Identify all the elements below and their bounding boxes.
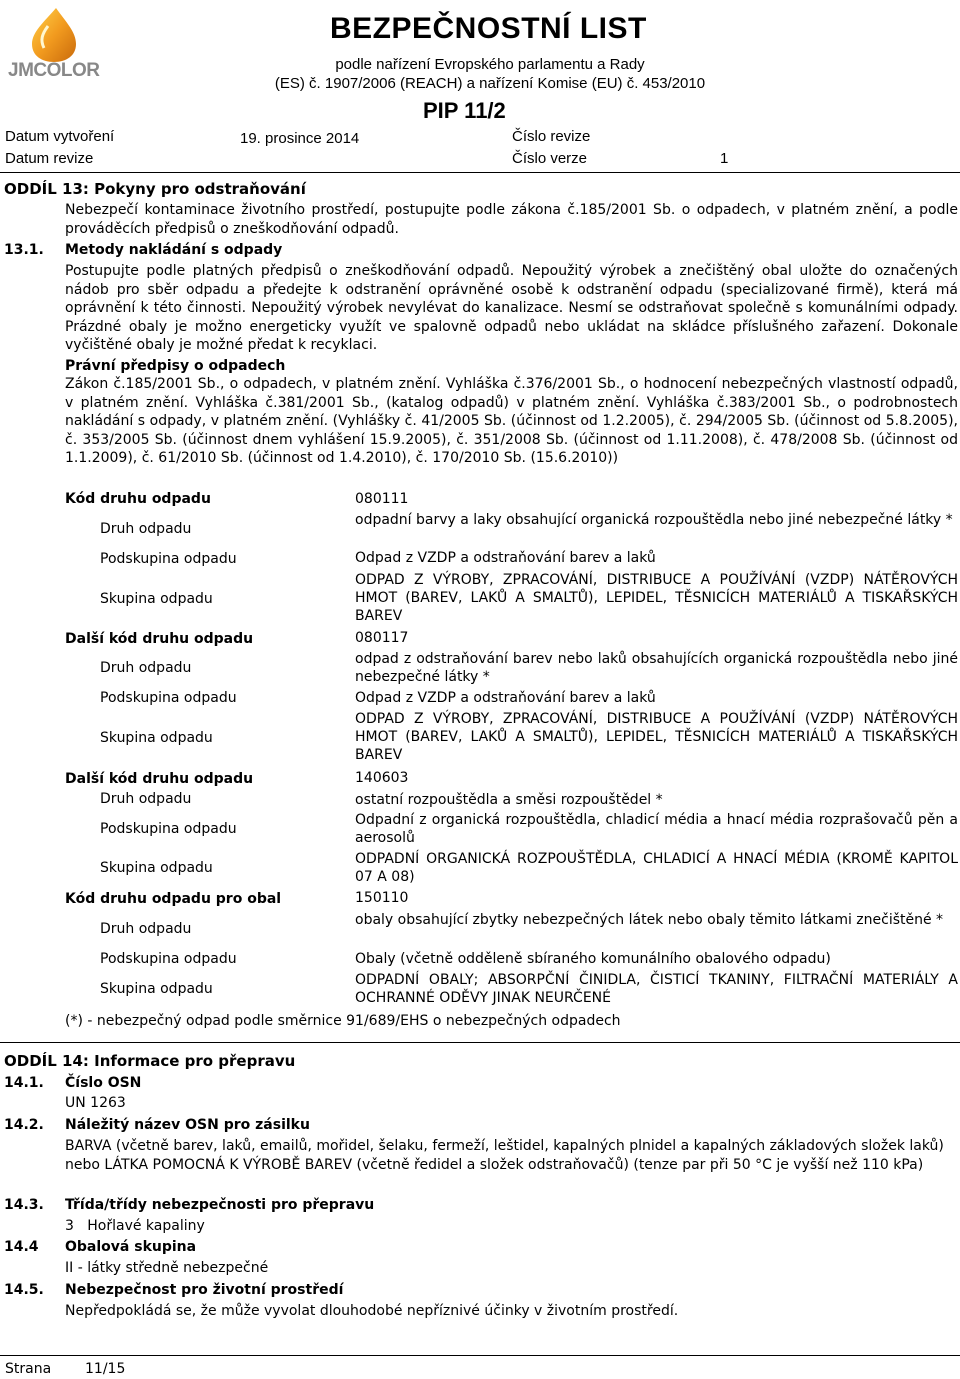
waste-code-label: Další kód druhu odpadu xyxy=(65,771,254,787)
document-title: BEZPEČNOSTNÍ LIST xyxy=(330,12,647,45)
waste-type-value: odpadní barvy a laky obsahující organická rozpouštědla nebo jiné nebezpečné látky * xyxy=(355,512,953,528)
waste-group-label: Skupina odpadu xyxy=(100,860,213,876)
created-date-label: Datum vytvoření xyxy=(5,128,115,145)
packing-group-value: II - látky středně nebezpečné xyxy=(65,1260,269,1276)
waste-subgroup-value: Obaly (včetně odděleně sbíraného komunálního obalového odpadu) xyxy=(355,951,831,967)
waste-subgroup-label: Podskupina odpadu xyxy=(100,951,237,967)
waste-type-value: obaly obsahující zbytky nebezpečných látek nebo obaly těmito látkami znečištěné * xyxy=(355,912,944,928)
waste-subgroup-label: Podskupina odpadu xyxy=(100,821,237,837)
created-date-value: 19. prosince 2014 xyxy=(240,130,360,147)
subsection-number: 14.4 xyxy=(4,1239,39,1255)
product-code: PIP 11/2 xyxy=(423,98,506,123)
waste-group-value: ODPAD Z VÝROBY, ZPRACOVÁNÍ, DISTRIBUCE A POUŽÍVÁNÍ (VZDP) NÁTĚROVÝCH HMOT (BAREV, LAKŮ A SMALTŮ), LEPIDEL, TĚSNICÍCH MATERIÁLŮ A TISKAŘSKÝCH BAREV xyxy=(355,711,958,763)
waste-type-value: odpad z odstraňování barev nebo laků obsahujících organická rozpouštědla nebo jiné nebezpečné látky * xyxy=(355,651,958,685)
waste-subgroup-value: Odpad z VZDP a odstraňování barev a laků xyxy=(355,690,656,706)
un-number-value: UN 1263 xyxy=(65,1095,126,1111)
footer-divider xyxy=(0,1355,960,1356)
waste-type-label: Druh odpadu xyxy=(100,660,192,676)
waste-subgroup-value: Odpad z VZDP a odstraňování barev a laků xyxy=(355,550,656,566)
subsection-number: 14.1. xyxy=(4,1075,44,1091)
subsection-number: 14.5. xyxy=(4,1282,44,1298)
waste-code-value: 140603 xyxy=(355,770,409,786)
waste-type-label: Druh odpadu xyxy=(100,921,192,937)
regulation-line-2: (ES) č. 1907/2006 (REACH) a nařízení Komise (EU) č. 453/2010 xyxy=(274,75,706,92)
subsection-title: Obalová skupina xyxy=(65,1239,197,1255)
hazard-class-value: 3 Hořlavé kapaliny xyxy=(65,1218,205,1234)
logo-text: JMCOLOR xyxy=(8,60,100,81)
subsection-title: Třída/třídy nebezpečnosti pro přepravu xyxy=(65,1197,375,1213)
waste-group-label: Skupina odpadu xyxy=(100,730,213,746)
legal-text: Zákon č.185/2001 Sb., o odpadech, v platném znění. Vyhláška č.376/2001 Sb., o hodnocení nebezpečných vlastností odpadů, v platném znění. Vyhláška č.381/2001 Sb., (katalog odpadů) v platném znění. Vyhláška č.383/2001 Sb., o podrobnostech nakládání s odpady, v platném znění. (Vyhlášky č. 41/2005 Sb. (účinnost od 1.2.2005), č. 294/2005 Sb. (účinnost od 5.8.2005), č. 353/2005 Sb. (účinnost dnem vyhlášení 15.9.2005), č. 351/2008 Sb. (účinnost od 1.11.2008), č. 478/2008 Sb. (účinnost od 1.1.2009), č. 61/2010 Sb. (účinnost od 1.4.2010), č. 170/2010 Sb. (15.6.2010)) xyxy=(65,376,958,466)
waste-group-value: ODPAD Z VÝROBY, ZPRACOVÁNÍ, DISTRIBUCE A POUŽÍVÁNÍ (VZDP) NÁTĚROVÝCH HMOT (BAREV, LAKŮ A SMALTŮ), LEPIDEL, TĚSNICÍCH MATERIÁLŮ A TISKAŘSKÝCH BAREV xyxy=(355,572,958,624)
subsection-number: 14.2. xyxy=(4,1117,44,1133)
waste-code-value: 150110 xyxy=(355,890,409,906)
waste-type-value: ostatní rozpouštědla a směsi rozpouštědel * xyxy=(355,792,663,808)
environmental-hazard-value: Nepředpokládá se, že může vyvolat dlouhodobé nepříznivé účinky v životním prostředí. xyxy=(65,1303,679,1319)
waste-group-value: ODPADNÍ OBALY; ABSORPČNÍ ČINIDLA, ČISTICÍ TKANINY, FILTRAČNÍ MATERIÁLY A OCHRANNÉ ODĚVY JINAK NEURČENÉ xyxy=(355,972,958,1006)
section-13-heading: ODDÍL 13: Pokyny pro odstraňování xyxy=(4,180,306,198)
subsection-number: 14.3. xyxy=(4,1197,44,1213)
version-label: Číslo verze xyxy=(512,150,588,167)
waste-subgroup-label: Podskupina odpadu xyxy=(100,690,237,706)
waste-group-label: Skupina odpadu xyxy=(100,591,213,607)
legal-heading: Právní předpisy o odpadech xyxy=(65,358,286,374)
subsection-title: Náležitý název OSN pro zásilku xyxy=(65,1117,310,1133)
waste-type-label: Druh odpadu xyxy=(100,791,192,807)
waste-group-label: Skupina odpadu xyxy=(100,981,213,997)
hazardous-footnote: (*) - nebezpečný odpad podle směrnice 91/689/EHS o nebezpečných odpadech xyxy=(65,1013,621,1029)
subsection-13-1-text: Postupujte podle platných předpisů o zneškodňování odpadů. Nepoužitý výrobek a znečištěný obal uložte do označených nádob pro sběr odpadu a předejte k odstranění oprávněné osobě k odstranění odpadu (specializované firmě), která má oprávnění k této činnosti. Nepoužitý výrobek nevylévat do kanalizace. Nesmí se odstraňovat společně s komunálními odpady. Prázdné obaly je možno energeticky využít ve spalovně odpadů nebo ukládat na skládce příslušného zařazení. Dokonale vyčištěné obaly je možné předat k recyklaci. xyxy=(65,263,958,353)
subsection-13-1-title: Metody nakládání s odpady xyxy=(65,242,283,258)
section-14-heading: ODDÍL 14: Informace pro přepravu xyxy=(4,1052,296,1070)
section-divider xyxy=(0,1042,960,1043)
waste-subgroup-label: Podskupina odpadu xyxy=(100,551,237,567)
subsection-title: Nebezpečnost pro životní prostředí xyxy=(65,1282,344,1298)
waste-code-label: Kód druhu odpadu pro obal xyxy=(65,891,282,907)
waste-code-label: Kód druhu odpadu xyxy=(65,491,211,507)
waste-code-value: 080111 xyxy=(355,491,409,507)
waste-subgroup-value: Odpadní z organická rozpouštědla, chladicí média a hnací média rozprašovačů pěn a aerosolů xyxy=(355,812,958,846)
waste-code-value: 080117 xyxy=(355,630,409,646)
version-value: 1 xyxy=(720,150,729,167)
subsection-title: Číslo OSN xyxy=(65,1075,142,1091)
revision-number-label: Číslo revize xyxy=(512,128,591,145)
subsection-13-1-number: 13.1. xyxy=(4,242,44,258)
regulation-line-1: podle nařízení Evropského parlamentu a Rady xyxy=(335,56,645,73)
waste-code-label: Další kód druhu odpadu xyxy=(65,631,254,647)
waste-group-value: ODPADNÍ ORGANICKÁ ROZPOUŠTĚDLA, CHLADICÍ A HNACÍ MÉDIA (KROMĚ KAPITOL 07 A 08) xyxy=(355,851,958,885)
company-logo xyxy=(4,4,104,84)
section-13-intro: Nebezpečí kontaminace životního prostředí, postupujte podle zákona č.185/2001 Sb. o odpadech, v platném znění, a podle prováděcích předpisů o zneškodňování odpadů. xyxy=(65,202,958,237)
page-number: 11/15 xyxy=(85,1361,126,1377)
page-label: Strana xyxy=(5,1361,52,1377)
header-divider xyxy=(0,172,960,173)
shipping-name-value: BARVA (včetně barev, laků, emailů, mořidel, šelaku, fermeží, leštidel, kapalných plnidel a kapalných základových složek laků) nebo LÁTKA POMOCNÁ K VÝROBĚ BAREV (včetně ředidel a složek odstraňovačů) (tenze par při 50 °C je vyšší než 110 kPa) xyxy=(65,1138,944,1173)
revision-date-label: Datum revize xyxy=(5,150,94,167)
waste-type-label: Druh odpadu xyxy=(100,521,192,537)
